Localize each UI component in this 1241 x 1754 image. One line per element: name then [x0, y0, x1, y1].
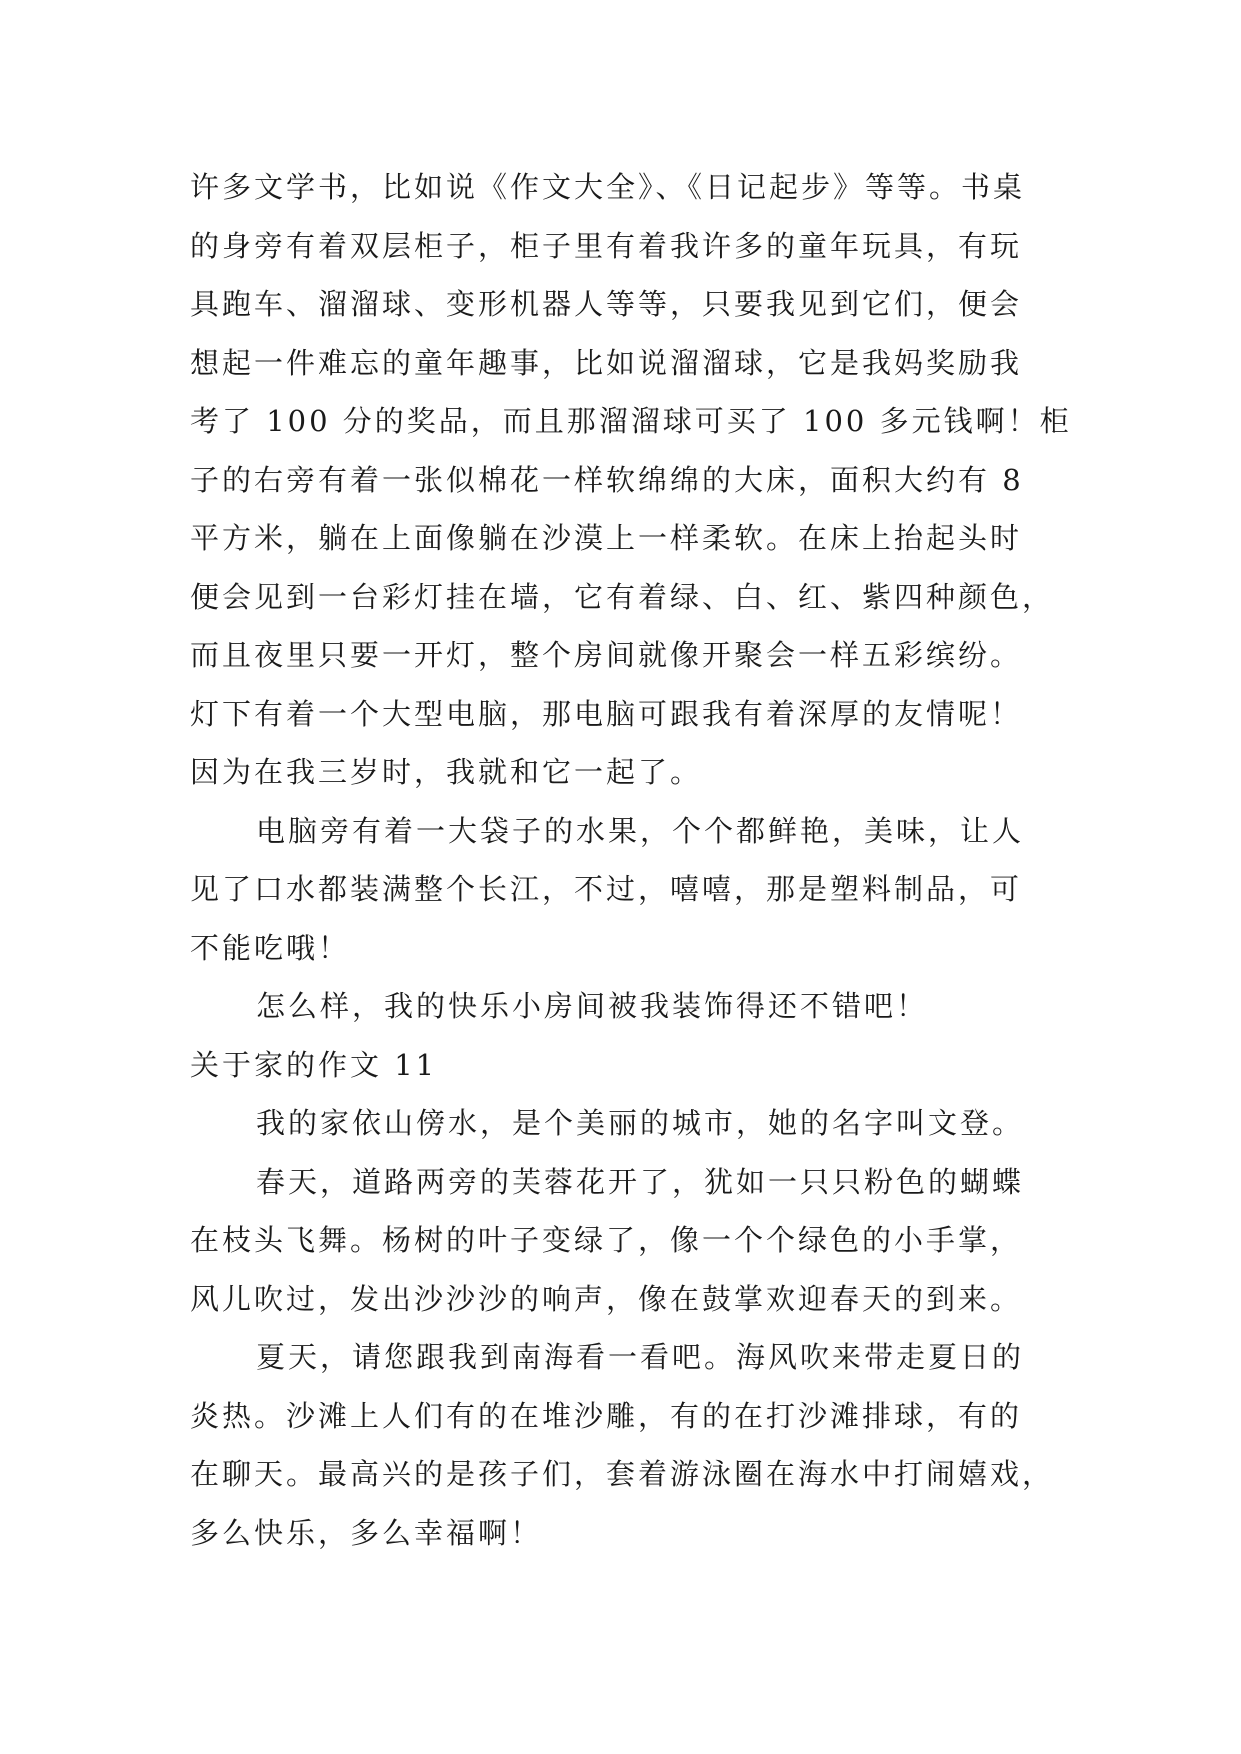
text-line: 在聊天。最高兴的是孩子们，套着游泳圈在海水中打闹嬉戏， — [190, 1457, 1055, 1491]
document-body — [190, 158, 1070, 1562]
text-line: 许多文学书，比如说《作文大全》、《日记起步》等等。书桌 — [190, 170, 1026, 204]
text-line: 关于家的作文 11 — [190, 1047, 438, 1082]
text-line: 怎么样，我的快乐小房间被我装饰得还不错吧！ — [256, 989, 929, 1023]
text-line: 在枝头飞舞。杨树的叶子变绿了，像一个个绿色的小手掌， — [190, 1223, 1023, 1257]
text-line: 便会见到一台彩灯挂在墙，它有着绿、白、红、紫四种颜色， — [190, 579, 1055, 614]
text-line: 而且夜里只要一开灯，整个房间就像开聚会一样五彩缤纷。 — [190, 638, 1023, 672]
text-line: 电脑旁有着一大袋子的水果，个个都鲜艳，美味，让人 — [256, 813, 1025, 848]
text-line: 风儿吹过，发出沙沙沙的响声，像在鼓掌欢迎春天的到来。 — [190, 1281, 1023, 1316]
text-line: 的身旁有着双层柜子，柜子里有着我许多的童年玩具，有玩 — [190, 228, 1023, 263]
text-line: 见了口水都装满整个长江，不过，嘻嘻，那是塑料制品，可 — [190, 872, 1023, 906]
text-line: 子的右旁有着一张似棉花一样软绵绵的大床，面积大约有 8 — [190, 462, 1024, 497]
text-line: 春天，道路两旁的芙蓉花开了，犹如一只只粉色的蝴蝶 — [256, 1164, 1025, 1199]
text-line: 多么快乐，多么幸福啊！ — [190, 1515, 543, 1550]
text-line: 考了 100 分的奖品，而且那溜溜球可买了 100 多元钱啊！柜 — [190, 404, 1072, 438]
text-line: 炎热。沙滩上人们有的在堆沙雕，有的在打沙滩排球，有的 — [190, 1398, 1023, 1433]
text-line: 想起一件难忘的童年趣事，比如说溜溜球，它是我妈奖励我 — [190, 345, 1023, 380]
text-line: 灯下有着一个大型电脑，那电脑可跟我有着深厚的友情呢！ — [190, 696, 1023, 731]
text-line: 不能吃哦！ — [190, 930, 351, 965]
text-line: 夏天，请您跟我到南海看一看吧。海风吹来带走夏日的 — [256, 1340, 1025, 1374]
text-line: 具跑车、溜溜球、变形机器人等等，只要我见到它们，便会 — [190, 287, 1023, 321]
text-line: 因为在我三岁时，我就和它一起了。 — [190, 755, 703, 789]
text-line: 平方米，躺在上面像躺在沙漠上一样柔软。在床上抬起头时 — [190, 521, 1023, 555]
text-line: 我的家依山傍水，是个美丽的城市，她的名字叫文登。 — [256, 1106, 1025, 1140]
